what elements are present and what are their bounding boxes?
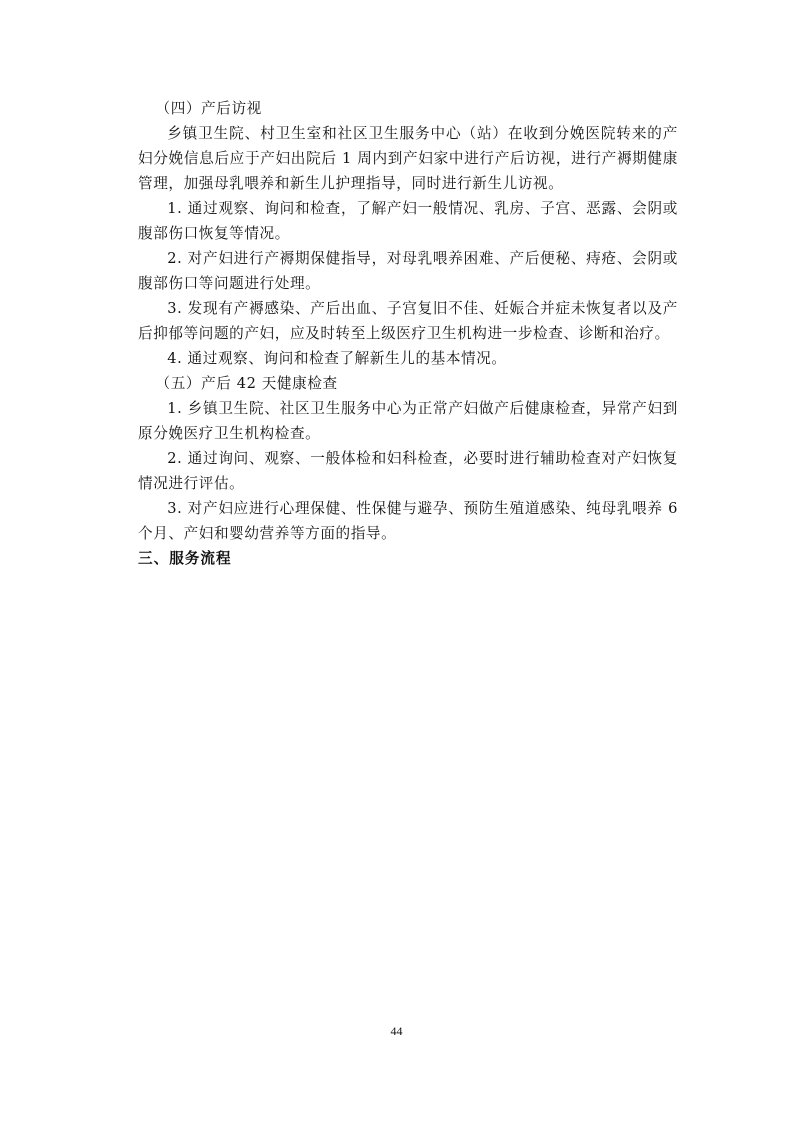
postpartum-visit-item: 3. 发现有产褥感染、产后出血、子宫复旧不佳、妊娠合并症未恢复者以及产后抑郁等问题的产妇，应及时转至上级医疗卫生机构进一步检查、诊断和治疗。 (138, 300, 678, 342)
postpartum-visit-item: 4. 通过观察、询问和检查了解新生儿的基本情况。 (167, 350, 507, 367)
postpartum-visit-intro: 乡镇卫生院、村卫生室和社区卫生服务中心（站）在收到分娩医院转来的产妇分娩信息后应于产妇出院后 1 周内到产妇家中进行产后访视，进行产褥期健康管理，加强母乳喂养和新生儿护理指导，同时进行新生儿访视。 (138, 125, 678, 192)
checkup-item: 1. 乡镇卫生院、社区卫生服务中心为正常产妇做产后健康检查，异常产妇到原分娩医疗卫生机构检查。 (138, 400, 678, 442)
checkup-item: 2. 通过询问、观察、一般体检和妇科检查，必要时进行辅助检查对产妇恢复情况进行评估。 (138, 450, 678, 492)
page-number: 44 (390, 1024, 403, 1038)
checkup-item: 3. 对产妇应进行心理保健、性保健与避孕、预防生殖道感染、纯母乳喂养 6 个月、产妇和婴幼营养等方面的指导。 (138, 500, 678, 542)
section-heading-service-flow: 三、服务流程 (138, 550, 232, 567)
section-heading-42-day-checkup: （五）产后 42 天健康检查 (155, 375, 338, 392)
document-body (138, 96, 678, 571)
postpartum-visit-item: 1. 通过观察、询问和检查，了解产妇一般情况、乳房、子宫、恶露、会阴或腹部伤口恢复等情况。 (138, 200, 678, 242)
postpartum-visit-item: 2. 对产妇进行产褥期保健指导，对母乳喂养困难、产后便秘、痔疮、会阴或腹部伤口等问题进行处理。 (138, 250, 678, 292)
section-heading-postpartum-visit: （四）产后访视 (155, 100, 262, 117)
